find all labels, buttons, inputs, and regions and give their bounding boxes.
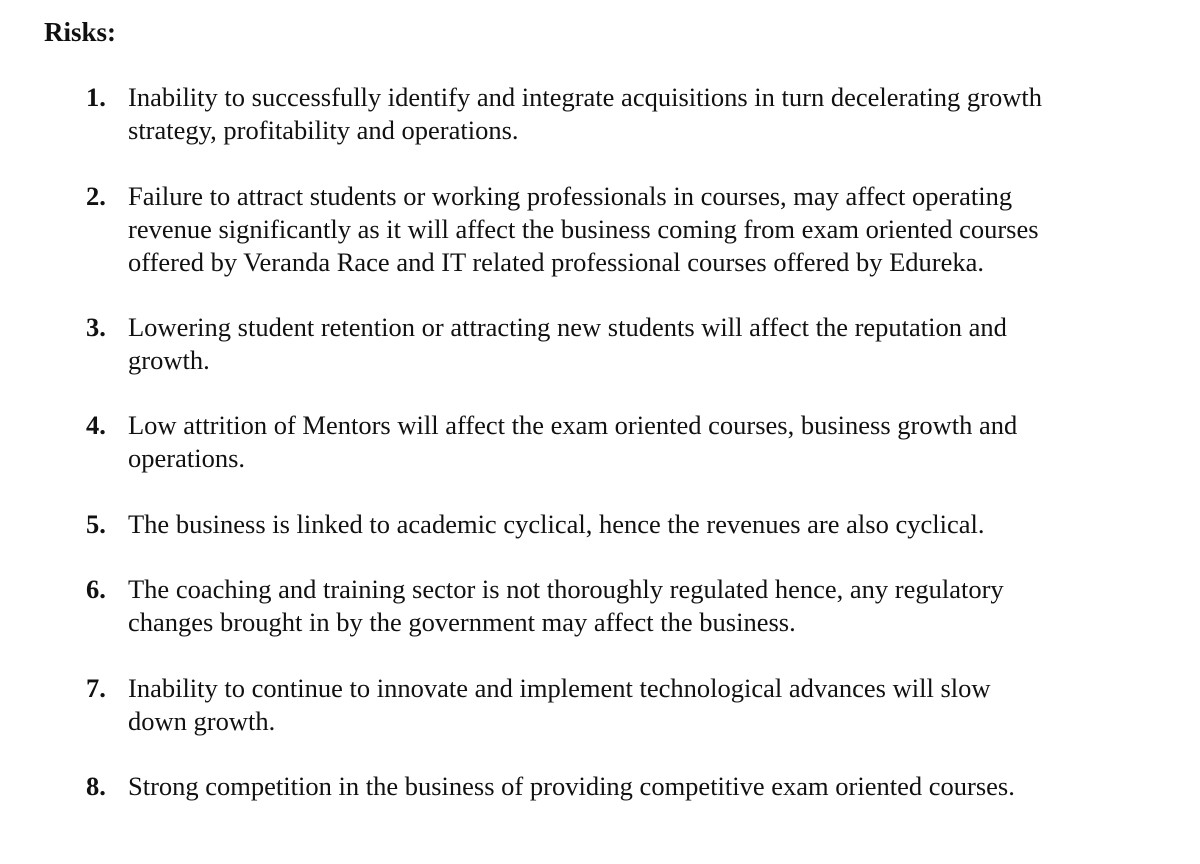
risk-text <box>128 311 1166 377</box>
risk-text-line: Failure to attract students or working professionals in courses, may affect operating <box>128 181 1013 211</box>
risk-item-8 <box>86 770 1166 803</box>
risk-text-line: Inability to continue to innovate and implement technological advances will slow <box>128 673 991 703</box>
risk-text-line: down growth. <box>128 706 276 736</box>
risk-number: 2. <box>86 181 106 211</box>
risk-text <box>128 508 1166 541</box>
risk-item-2 <box>86 180 1166 279</box>
risk-number: 4. <box>86 410 106 440</box>
risk-text <box>128 81 1166 147</box>
risk-text-line: revenue significantly as it will affect the business coming from exam oriented courses <box>128 214 1039 244</box>
risk-number: 3. <box>86 312 106 342</box>
risk-text-line: Lowering student retention or attracting new students will affect the reputation and <box>128 312 1007 342</box>
risk-item-5 <box>86 508 1166 541</box>
risk-text <box>128 672 1166 738</box>
risk-text <box>128 573 1166 639</box>
risk-item-4 <box>86 409 1166 475</box>
risk-text-line: Low attrition of Mentors will affect the exam oriented courses, business growth and <box>128 410 1018 440</box>
risk-number: 8. <box>86 771 106 801</box>
risk-item-1 <box>86 81 1166 147</box>
risk-item-3 <box>86 311 1166 377</box>
risk-text-line: Inability to successfully identify and integrate acquisitions in turn decelerating growth <box>128 82 1043 112</box>
risk-text <box>128 770 1166 803</box>
risks-heading: Risks: <box>44 17 117 47</box>
risk-text-line: offered by Veranda Race and IT related professional courses offered by Edureka. <box>128 247 984 277</box>
risk-number: 7. <box>86 673 106 703</box>
risk-text-line: The business is linked to academic cyclical, hence the revenues are also cyclical. <box>128 509 985 539</box>
risk-number: 6. <box>86 574 106 604</box>
risk-number: 5. <box>86 509 106 539</box>
risk-number: 1. <box>86 82 106 112</box>
risk-item-6 <box>86 573 1166 639</box>
risk-text <box>128 180 1166 279</box>
risk-text-line: The coaching and training sector is not thoroughly regulated hence, any regulatory <box>128 574 1004 604</box>
risk-text-line: strategy, profitability and operations. <box>128 115 519 145</box>
risk-text <box>128 409 1166 475</box>
risk-item-7 <box>86 672 1166 738</box>
risk-text-line: changes brought in by the government may affect the business. <box>128 607 796 637</box>
risk-text-line: operations. <box>128 443 246 473</box>
risk-text-line: growth. <box>128 345 210 375</box>
risk-text-line: Strong competition in the business of providing competitive exam oriented courses. <box>128 771 1015 801</box>
